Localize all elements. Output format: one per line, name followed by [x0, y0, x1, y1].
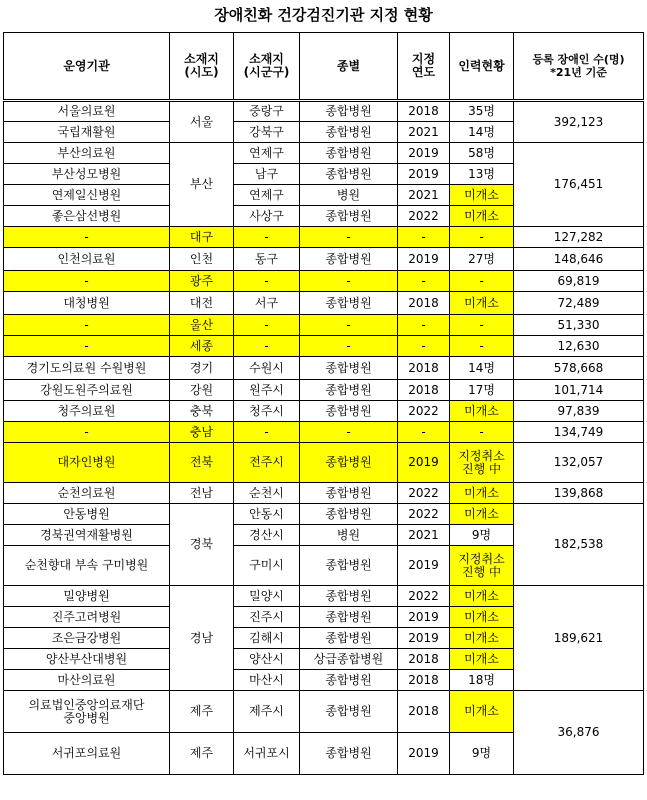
cell-sido: 광주 [170, 271, 234, 292]
cell-registered: 101,714 [514, 380, 644, 401]
cell-staff: 지정취소 진행 中 [450, 443, 514, 483]
cell-kind: 종합병원 [300, 122, 398, 143]
cell-registered: 72,489 [514, 292, 644, 315]
cell-kind: - [300, 422, 398, 443]
cell-registered: 12,630 [514, 336, 644, 357]
cell-year: 2019 [398, 248, 450, 271]
cell-kind: 종합병원 [300, 292, 398, 315]
table-row [4, 336, 644, 357]
cell-year: - [398, 315, 450, 336]
header-staff: 인력현황 [450, 33, 514, 101]
cell-staff: 17명 [450, 380, 514, 401]
cell-registered: 578,668 [514, 357, 644, 380]
cell-sigungu: 경산시 [234, 525, 300, 546]
cell-year: 2019 [398, 607, 450, 628]
table-row [4, 380, 644, 401]
cell-registered: 182,538 [514, 504, 644, 586]
table-row [4, 357, 644, 380]
cell-year: 2022 [398, 206, 450, 227]
cell-sigungu: 연제구 [234, 185, 300, 206]
cell-year: 2018 [398, 357, 450, 380]
cell-sigungu: 강북구 [234, 122, 300, 143]
cell-org: - [4, 227, 170, 248]
cell-sido: 대전 [170, 292, 234, 315]
cell-sigungu: 중랑구 [234, 101, 300, 122]
table-row [4, 101, 644, 122]
cell-kind: - [300, 227, 398, 248]
table-row [4, 315, 644, 336]
cell-year: 2019 [398, 733, 450, 775]
cell-staff: 58명 [450, 143, 514, 164]
cell-sigungu: 청주시 [234, 401, 300, 422]
cell-org: 서귀포의료원 [4, 733, 170, 775]
header-org: 운영기관 [4, 33, 170, 101]
cell-org: 순천향대 부속 구미병원 [4, 546, 170, 586]
cell-org: 대자인병원 [4, 443, 170, 483]
cell-kind: 종합병원 [300, 143, 398, 164]
cell-year: 2019 [398, 546, 450, 586]
cell-org: 부산성모병원 [4, 164, 170, 185]
cell-sigungu: 양산시 [234, 649, 300, 670]
cell-org: 인천의료원 [4, 248, 170, 271]
cell-staff: 9명 [450, 733, 514, 775]
cell-org: 밀양병원 [4, 586, 170, 607]
cell-org: 경북권역재활병원 [4, 525, 170, 546]
cell-sido: 세종 [170, 336, 234, 357]
table-row [4, 227, 644, 248]
cell-year: - [398, 422, 450, 443]
cell-year: 2018 [398, 380, 450, 401]
cell-kind: 종합병원 [300, 380, 398, 401]
cell-kind: 종합병원 [300, 546, 398, 586]
cell-sigungu: 전주시 [234, 443, 300, 483]
cell-year: 2018 [398, 649, 450, 670]
cell-sigungu: 동구 [234, 248, 300, 271]
cell-sigungu: 수원시 [234, 357, 300, 380]
cell-sigungu: - [234, 227, 300, 248]
cell-registered: 176,451 [514, 143, 644, 227]
cell-kind: - [300, 336, 398, 357]
cell-staff: 35명 [450, 101, 514, 122]
cell-year: 2018 [398, 101, 450, 122]
cell-kind: 병원 [300, 525, 398, 546]
cell-sigungu: 제주시 [234, 691, 300, 733]
cell-kind: 상급종합병원 [300, 649, 398, 670]
cell-org: - [4, 315, 170, 336]
header-kind: 종별 [300, 33, 398, 101]
cell-kind: 종합병원 [300, 101, 398, 122]
cell-org: 강원도원주의료원 [4, 380, 170, 401]
cell-org: 대청병원 [4, 292, 170, 315]
table-row [4, 691, 644, 733]
cell-sido: 경기 [170, 357, 234, 380]
cell-kind: 종합병원 [300, 733, 398, 775]
cell-sido: 전남 [170, 483, 234, 504]
cell-sigungu: 사상구 [234, 206, 300, 227]
table-row [4, 483, 644, 504]
cell-year: 2019 [398, 164, 450, 185]
cell-year: 2019 [398, 443, 450, 483]
cell-org: 조은금강병원 [4, 628, 170, 649]
cell-staff: 미개소 [450, 628, 514, 649]
cell-kind: 종합병원 [300, 401, 398, 422]
cell-staff: 9명 [450, 525, 514, 546]
cell-year: 2021 [398, 122, 450, 143]
cell-kind: 종합병원 [300, 357, 398, 380]
cell-sigungu: - [234, 271, 300, 292]
cell-staff: 지정취소 진행 中 [450, 546, 514, 586]
cell-kind: 종합병원 [300, 164, 398, 185]
cell-sigungu: 안동시 [234, 504, 300, 525]
cell-org: 안동병원 [4, 504, 170, 525]
cell-staff: 미개소 [450, 401, 514, 422]
cell-staff: - [450, 227, 514, 248]
cell-sigungu: 남구 [234, 164, 300, 185]
table-row [4, 401, 644, 422]
table-row [4, 504, 644, 525]
cell-staff: 13명 [450, 164, 514, 185]
cell-sigungu: 서구 [234, 292, 300, 315]
cell-registered: 132,057 [514, 443, 644, 483]
cell-org: 연제일신병원 [4, 185, 170, 206]
cell-registered: 36,876 [514, 691, 644, 775]
cell-kind: 종합병원 [300, 504, 398, 525]
cell-org: 서울의료원 [4, 101, 170, 122]
cell-registered: 127,282 [514, 227, 644, 248]
cell-kind: 종합병원 [300, 248, 398, 271]
cell-org: 청주의료원 [4, 401, 170, 422]
cell-sigungu: - [234, 336, 300, 357]
cell-staff: 미개소 [450, 586, 514, 607]
cell-org: 의료법인중앙의료재단 중앙병원 [4, 691, 170, 733]
cell-registered: 51,330 [514, 315, 644, 336]
cell-staff: 14명 [450, 122, 514, 143]
cell-year: 2019 [398, 628, 450, 649]
cell-registered: 97,839 [514, 401, 644, 422]
cell-year: - [398, 227, 450, 248]
cell-org: 경기도의료원 수원병원 [4, 357, 170, 380]
cell-registered: 392,123 [514, 101, 644, 143]
cell-sigungu: 마산시 [234, 670, 300, 691]
cell-year: 2021 [398, 185, 450, 206]
table-row [4, 292, 644, 315]
cell-staff: - [450, 315, 514, 336]
cell-staff: 미개소 [450, 206, 514, 227]
cell-year: 2022 [398, 483, 450, 504]
page-title: 장애친화 건강검진기관 지정 현황 [214, 6, 433, 24]
header-sigungu: 소재지 (시군구) [234, 33, 300, 101]
cell-year: 2018 [398, 292, 450, 315]
cell-kind: 종합병원 [300, 443, 398, 483]
cell-year: 2022 [398, 401, 450, 422]
cell-registered: 189,621 [514, 586, 644, 691]
cell-staff: - [450, 271, 514, 292]
cell-staff: 미개소 [450, 504, 514, 525]
cell-org: 좋은삼선병원 [4, 206, 170, 227]
cell-staff: 미개소 [450, 185, 514, 206]
cell-kind: 종합병원 [300, 586, 398, 607]
cell-registered: 148,646 [514, 248, 644, 271]
cell-org: 국립재활원 [4, 122, 170, 143]
cell-kind: 종합병원 [300, 628, 398, 649]
cell-kind: 종합병원 [300, 206, 398, 227]
cell-org: - [4, 422, 170, 443]
table-row [4, 248, 644, 271]
cell-sigungu: 서귀포시 [234, 733, 300, 775]
cell-year: 2019 [398, 143, 450, 164]
cell-staff: 27명 [450, 248, 514, 271]
cell-staff: - [450, 336, 514, 357]
cell-registered: 69,819 [514, 271, 644, 292]
cell-sido: 충북 [170, 401, 234, 422]
cell-registered: 134,749 [514, 422, 644, 443]
cell-sido: 경남 [170, 586, 234, 691]
header-sido: 소재지 (시도) [170, 33, 234, 101]
cell-staff: 미개소 [450, 483, 514, 504]
cell-staff: 18명 [450, 670, 514, 691]
cell-org: 마산의료원 [4, 670, 170, 691]
cell-staff: 미개소 [450, 691, 514, 733]
cell-year: 2021 [398, 525, 450, 546]
table-row [4, 443, 644, 483]
cell-sido: 경북 [170, 504, 234, 586]
cell-sido: 강원 [170, 380, 234, 401]
cell-year: - [398, 271, 450, 292]
cell-sido: 충남 [170, 422, 234, 443]
cell-kind: - [300, 271, 398, 292]
cell-staff: 미개소 [450, 292, 514, 315]
cell-sigungu: - [234, 422, 300, 443]
cell-sigungu: 연제구 [234, 143, 300, 164]
cell-org: - [4, 336, 170, 357]
cell-kind: - [300, 315, 398, 336]
cell-kind: 병원 [300, 185, 398, 206]
cell-sigungu: 원주시 [234, 380, 300, 401]
cell-sigungu: 밀양시 [234, 586, 300, 607]
cell-sigungu: 진주시 [234, 607, 300, 628]
cell-kind: 종합병원 [300, 483, 398, 504]
table-row [4, 586, 644, 607]
cell-org: 진주고려병원 [4, 607, 170, 628]
cell-sido: 인천 [170, 248, 234, 271]
table-row [4, 422, 644, 443]
designation-table [3, 32, 644, 775]
cell-sido: 부산 [170, 143, 234, 227]
cell-sigungu: 순천시 [234, 483, 300, 504]
cell-staff: 14명 [450, 357, 514, 380]
cell-sigungu: 김해시 [234, 628, 300, 649]
cell-kind: 종합병원 [300, 670, 398, 691]
cell-staff: 미개소 [450, 607, 514, 628]
cell-year: 2018 [398, 691, 450, 733]
cell-year: 2018 [398, 670, 450, 691]
cell-sido: 대구 [170, 227, 234, 248]
cell-sido: 제주 [170, 733, 234, 775]
cell-sigungu: - [234, 315, 300, 336]
cell-registered: 139,868 [514, 483, 644, 504]
header-year: 지정 연도 [398, 33, 450, 101]
cell-year: - [398, 336, 450, 357]
cell-staff: 미개소 [450, 649, 514, 670]
cell-kind: 종합병원 [300, 691, 398, 733]
cell-year: 2022 [398, 504, 450, 525]
cell-org: 부산의료원 [4, 143, 170, 164]
cell-sido: 전북 [170, 443, 234, 483]
cell-org: - [4, 271, 170, 292]
cell-sido: 울산 [170, 315, 234, 336]
cell-year: 2022 [398, 586, 450, 607]
cell-sigungu: 구미시 [234, 546, 300, 586]
cell-sido: 서울 [170, 101, 234, 143]
header-registered: 등록 장애인 수(명) *21년 기준 [514, 33, 644, 101]
cell-staff: - [450, 422, 514, 443]
cell-org: 양산부산대병원 [4, 649, 170, 670]
cell-kind: 종합병원 [300, 607, 398, 628]
cell-org: 순천의료원 [4, 483, 170, 504]
table-row [4, 143, 644, 164]
cell-sido: 제주 [170, 691, 234, 733]
table-row [4, 271, 644, 292]
